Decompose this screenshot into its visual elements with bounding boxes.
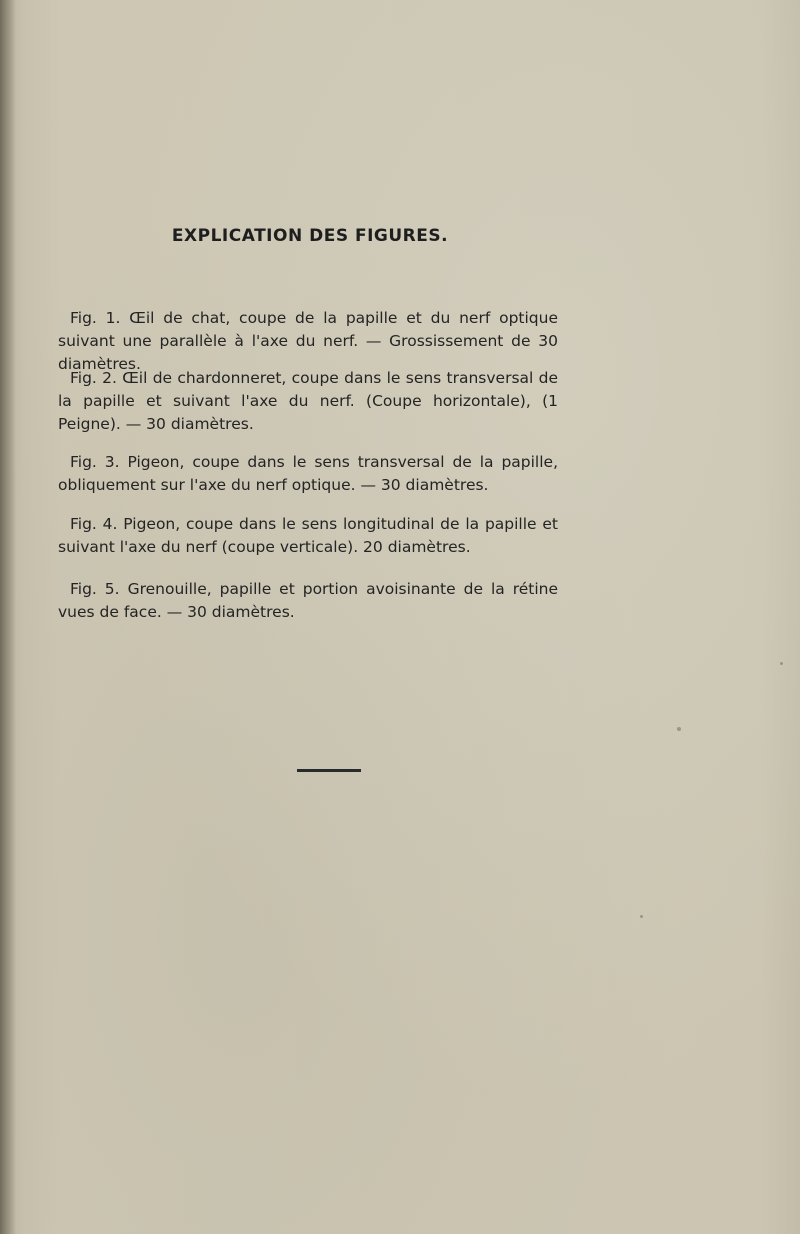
closing-rule — [297, 769, 361, 772]
figure-label: Fig. 3. — [70, 453, 120, 471]
figure-description: Œil de chardonneret, coupe dans le sens transversal de la papille et suivant l'axe du nerf. (Coupe horizontale), (1 Peigne). — 30 diamètres. — [58, 369, 558, 433]
figure-caption-1 — [58, 307, 558, 376]
figure-description: Œil de chat, coupe de la papille et du nerf optique suivant une parallèle à l'axe du nerf. — Grossissement de 30 diamètres. — [58, 309, 558, 373]
figure-label: Fig. 4. — [70, 515, 118, 533]
figure-label: Fig. 5. — [70, 580, 120, 598]
figure-description: Grenouille, papille et portion avoisinante de la rétine vues de face. — 30 diamètres. — [58, 580, 559, 621]
figure-caption-2 — [58, 367, 558, 436]
paper-speck — [640, 915, 643, 918]
figure-label: Fig. 2. — [70, 369, 117, 387]
paper-speck — [780, 662, 783, 665]
page-heading: EXPLICATION DES FIGURES. — [171, 226, 449, 246]
figure-description: Pigeon, coupe dans le sens longitudinal de la papille et suivant l'axe du nerf (coupe verticale). 20 diamètres. — [58, 515, 558, 556]
figure-caption-4 — [58, 513, 558, 559]
figure-caption-3 — [58, 451, 558, 497]
figure-description: Pigeon, coupe dans le sens transversal de la papille, obliquement sur l'axe du nerf optique. — 30 diamètres. — [58, 453, 559, 494]
figure-caption-5 — [58, 578, 558, 624]
paper-speck — [677, 727, 681, 731]
figure-label: Fig. 1. — [70, 309, 121, 327]
